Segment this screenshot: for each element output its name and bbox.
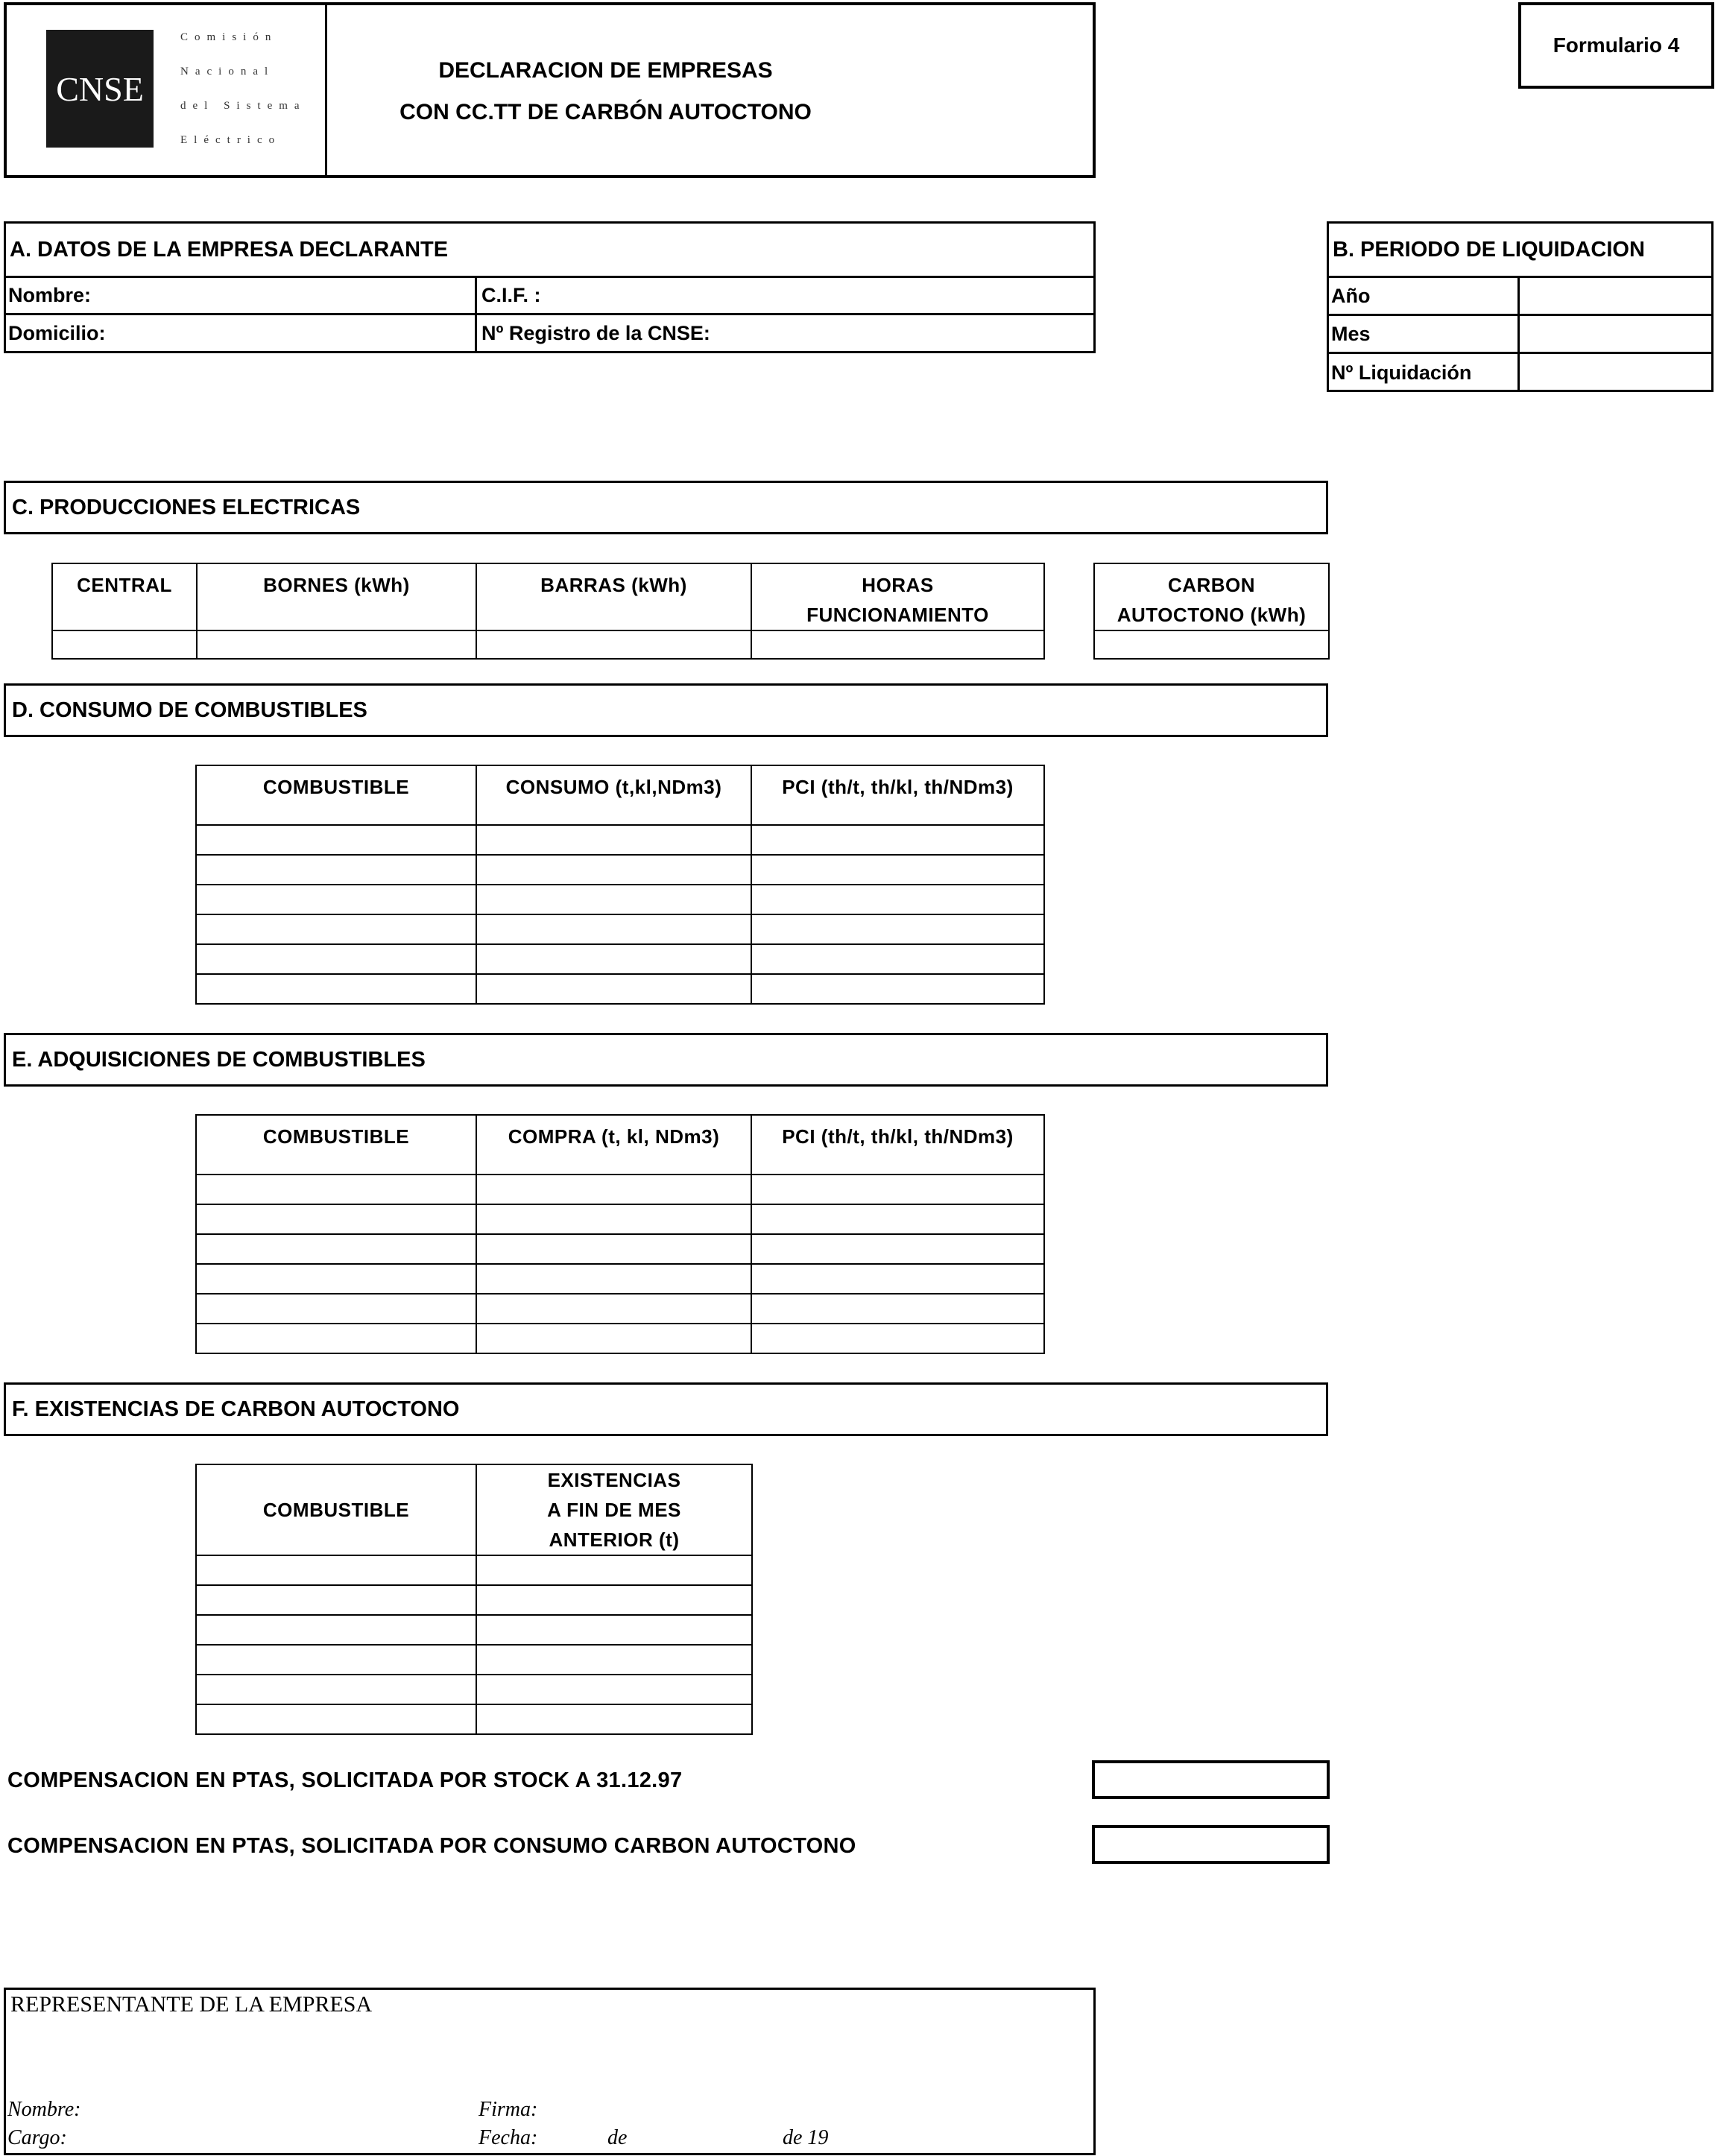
liquidacion-label: Nº Liquidación [1331,361,1472,384]
table-cell[interactable] [476,1175,751,1204]
section-d-title: D. CONSUMO DE COMBUSTIBLES [4,683,1328,737]
logo-line-4: Eléctrico [180,134,282,146]
table-cell[interactable] [196,1645,476,1675]
table-cell[interactable] [476,1555,752,1585]
col-existencias [476,1464,752,1555]
liquidacion-field[interactable] [1520,354,1712,391]
cif-field[interactable]: C.I.F. : [481,284,541,306]
table-cell[interactable] [476,1294,751,1324]
cnse-logo [46,30,154,148]
table-cell[interactable] [196,1175,476,1204]
table-row [196,914,1044,944]
domicilio-field[interactable]: Domicilio: [8,321,106,344]
table-cell[interactable] [476,914,751,944]
table-cell[interactable] [751,825,1044,855]
table-cell[interactable] [196,914,476,944]
table-cell[interactable] [476,825,751,855]
table-cell[interactable] [476,1704,752,1734]
representante-cargo[interactable]: Cargo: [7,2126,67,2149]
form-number: Formulario 4 [1553,34,1680,57]
representante-title: REPRESENTANTE DE LA EMPRESA [10,1992,373,2017]
logo-line-2: Nacional [180,66,275,78]
table-cell[interactable] [751,1324,1044,1353]
table-cell[interactable] [196,1324,476,1353]
col-pci: PCI (th/t, th/kl, th/NDm3) [751,1115,1044,1175]
cell-barras[interactable] [476,630,751,659]
cell-bornes[interactable] [197,630,476,659]
table-cell[interactable] [196,1204,476,1234]
table-cell[interactable] [196,885,476,914]
table-cell[interactable] [196,1264,476,1294]
table-cell[interactable] [476,1264,751,1294]
col-carbon: CARBON AUTOCTONO (kWh) [1094,563,1329,630]
table-cell[interactable] [196,974,476,1004]
table-cell[interactable] [751,1264,1044,1294]
table-row [196,1264,1044,1294]
table-row [196,1585,752,1615]
compensacion-consumo-label: COMPENSACION EN PTAS, SOLICITADA POR CONSUMO CARBON AUTOCTONO [7,1834,856,1858]
col-combustible: COMBUSTIBLE [196,765,476,825]
table-cell[interactable] [476,1324,751,1353]
representante-fecha[interactable]: Fecha: [479,2126,538,2149]
representante-de-1: de [607,2126,628,2149]
mes-field[interactable] [1520,316,1712,352]
table-cell[interactable] [196,825,476,855]
table-cell[interactable] [476,1615,752,1645]
compensacion-stock-label: COMPENSACION EN PTAS, SOLICITADA POR STOCK A 31.12.97 [7,1768,683,1792]
table-cell[interactable] [196,1675,476,1704]
col-horas: HORAS FUNCIONAMIENTO [751,563,1044,630]
col-compra: COMPRA (t, kl, NDm3) [476,1115,751,1175]
table-row [196,855,1044,885]
col-pci: PCI (th/t, th/kl, th/NDm3) [751,765,1044,825]
table-row [196,1175,1044,1204]
ano-field[interactable] [1520,278,1712,314]
table-row [196,1204,1044,1234]
table-cell[interactable] [196,1615,476,1645]
table-cell[interactable] [196,1294,476,1324]
table-cell[interactable] [196,944,476,974]
logo-line-3: del Sistema [180,100,306,112]
table-row [196,1615,752,1645]
consumo-table [195,765,1045,1005]
col-central: CENTRAL [52,563,197,630]
table-cell[interactable] [751,1294,1044,1324]
table-row [196,885,1044,914]
nombre-field[interactable]: Nombre: [8,284,92,306]
compensacion-consumo-field[interactable] [1092,1825,1330,1864]
cell-carbon[interactable] [1094,630,1329,659]
table-cell[interactable] [751,1204,1044,1234]
table-row [196,825,1044,855]
carbon-table [1093,563,1330,660]
table-cell[interactable] [476,974,751,1004]
table-cell[interactable] [751,1175,1044,1204]
col-barras: BARRAS (kWh) [476,563,751,630]
adquisiciones-table [195,1114,1045,1354]
section-a-title: A. DATOS DE LA EMPRESA DECLARANTE [10,237,449,262]
registro-field[interactable]: Nº Registro de la CNSE: [481,321,710,344]
table-row [196,1675,752,1704]
logo-line-1: Comisión [180,31,278,43]
cell-horas[interactable] [751,630,1044,659]
form-number-box [1518,2,1714,89]
col-combustible: COMBUSTIBLE [196,1464,476,1555]
col-bornes: BORNES (kWh) [197,563,476,630]
table-cell[interactable] [751,914,1044,944]
table-cell[interactable] [476,1675,752,1704]
mes-label: Mes [1331,322,1371,345]
table-row [196,1645,752,1675]
section-c-title: C. PRODUCCIONES ELECTRICAS [4,481,1328,534]
col-existencias-line-3: ANTERIOR (t) [549,1529,680,1551]
header-box [4,2,1096,178]
table-cell[interactable] [196,1234,476,1264]
table-cell[interactable] [751,1234,1044,1264]
table-cell[interactable] [476,944,751,974]
table-cell[interactable] [751,974,1044,1004]
logo-text: CNSE [56,69,144,108]
table-row [196,1324,1044,1353]
table-cell[interactable] [476,1585,752,1615]
table-cell[interactable] [476,1234,751,1264]
table-cell[interactable] [751,944,1044,974]
compensacion-stock-field[interactable] [1092,1760,1330,1799]
existencias-table [195,1464,753,1735]
table-cell[interactable] [476,855,751,885]
table-cell[interactable] [476,885,751,914]
produccion-table [51,563,1045,660]
table-row [196,1234,1044,1264]
table-cell[interactable] [476,1645,752,1675]
section-e-title: E. ADQUISICIONES DE COMBUSTIBLES [4,1033,1328,1087]
table-row [196,944,1044,974]
table-cell[interactable] [196,1555,476,1585]
table-cell[interactable] [751,885,1044,914]
table-cell[interactable] [476,1204,751,1234]
form-title-line-1: DECLARACION DE EMPRESAS [438,58,773,83]
form-title-line-2: CON CC.TT DE CARBÓN AUTOCTONO [399,100,812,124]
representante-nombre[interactable]: Nombre: [7,2098,81,2121]
col-existencias-line-1: EXISTENCIAS [547,1469,681,1491]
table-cell[interactable] [196,1585,476,1615]
col-combustible: COMBUSTIBLE [196,1115,476,1175]
table-row [196,1294,1044,1324]
representante-de-2: de 19 [783,2126,829,2149]
cell-central[interactable] [52,630,197,659]
table-cell[interactable] [196,855,476,885]
table-row [196,974,1044,1004]
table-row [196,1555,752,1585]
header-divider [325,2,327,178]
table-row [196,1704,752,1734]
table-cell[interactable] [196,1704,476,1734]
section-b-title: B. PERIODO DE LIQUIDACION [1333,237,1645,262]
representante-firma[interactable]: Firma: [479,2098,538,2121]
col-existencias-line-2: A FIN DE MES [547,1499,681,1521]
table-cell[interactable] [751,855,1044,885]
col-consumo: CONSUMO (t,kl,NDm3) [476,765,751,825]
section-f-title: F. EXISTENCIAS DE CARBON AUTOCTONO [4,1382,1328,1436]
ano-label: Año [1331,284,1371,307]
